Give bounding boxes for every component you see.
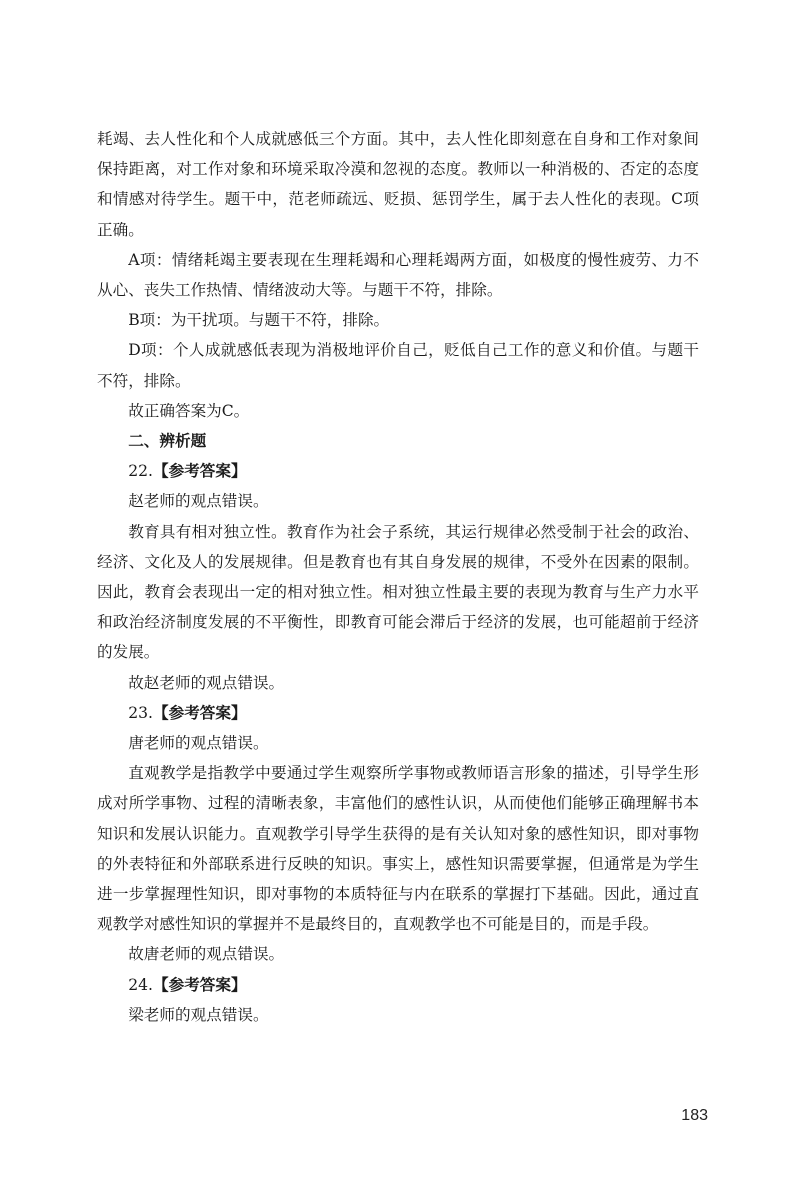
option-b-explanation: B项：为干扰项。与题干不符，排除。 xyxy=(128,311,390,330)
question-23-conclusion: 故唐老师的观点错误。 xyxy=(128,945,285,964)
question-23-explanation: 直观教学是指教学中要通过学生观察所学事物或教师语言形象的描述，引导学生形成对所学事物、过程的清晰表象，丰富他们的感性认识，从而使他们能够正确理解书本知识和发展认识能力。直观教学引导学生获得的是有关认知对象的感性知识，即对事物的外表特征和外部联系进行反映的知识。事实上，感性知识需要掌握，但通常是为学生进一步掌握理性知识，即对事物的本质特征与内在联系的掌握打下基础。因此，通过直观教学对感性知识的掌握并不是最终目的，直观教学也不可能是目的，而是手段。 xyxy=(97,764,699,934)
question-24-number: 24. xyxy=(128,975,153,994)
question-24-verdict: 梁老师的观点错误。 xyxy=(128,1005,269,1024)
question-23-number: 23. xyxy=(128,703,153,722)
question-22-explanation: 教育具有相对独立性。教育作为社会子系统，其运行规律必然受制于社会的政治、经济、文化及人的发展规律。但是教育也有其自身发展的规律，不受外在因素的限制。因此，教育会表现出一定的相对独立性。相对独立性最主要的表现为教育与生产力水平和政治经济制度发展的不平衡性，即教育可能会滞后于经济的发展，也可能超前于经济的发展。 xyxy=(97,522,699,662)
question-23-answer-tag: 【参考答案】 xyxy=(153,703,247,722)
page-content xyxy=(97,124,699,1030)
question-22-verdict: 赵老师的观点错误。 xyxy=(128,492,269,511)
question-23-label xyxy=(97,698,699,728)
question-22-answer-tag: 【参考答案】 xyxy=(153,462,247,481)
option-d-explanation: D项：个人成就感低表现为消极地评价自己，贬低自己工作的意义和价值。与题干不符，排除。 xyxy=(97,341,699,390)
answer-conclusion: 故正确答案为C。 xyxy=(128,401,250,420)
page-number: 183 xyxy=(681,1107,708,1124)
question-24-label xyxy=(97,970,699,1000)
option-a-explanation: A项：情绪耗竭主要表现在生理耗竭和心理耗竭两方面，如极度的慢性疲劳、力不从心、丧失工作热情、情绪波动大等。与题干不符，排除。 xyxy=(97,250,699,300)
section-heading: 二、辨析题 xyxy=(128,432,207,451)
question-23-verdict: 唐老师的观点错误。 xyxy=(128,734,269,753)
paragraph-continuation: 耗竭、去人性化和个人成就感低三个方面。其中，去人性化即刻意在自身和工作对象间保持距离，对工作对象和环境采取冷漠和忽视的态度。教师以一种消极的、否定的态度和情感对待学生。题干中，范老师疏远、贬损、惩罚学生，属于去人性化的表现。C项正确。 xyxy=(97,130,699,239)
question-22-number: 22. xyxy=(128,462,153,481)
question-24-answer-tag: 【参考答案】 xyxy=(153,975,247,994)
question-22-label xyxy=(97,456,699,486)
question-22-conclusion: 故赵老师的观点错误。 xyxy=(128,673,285,692)
